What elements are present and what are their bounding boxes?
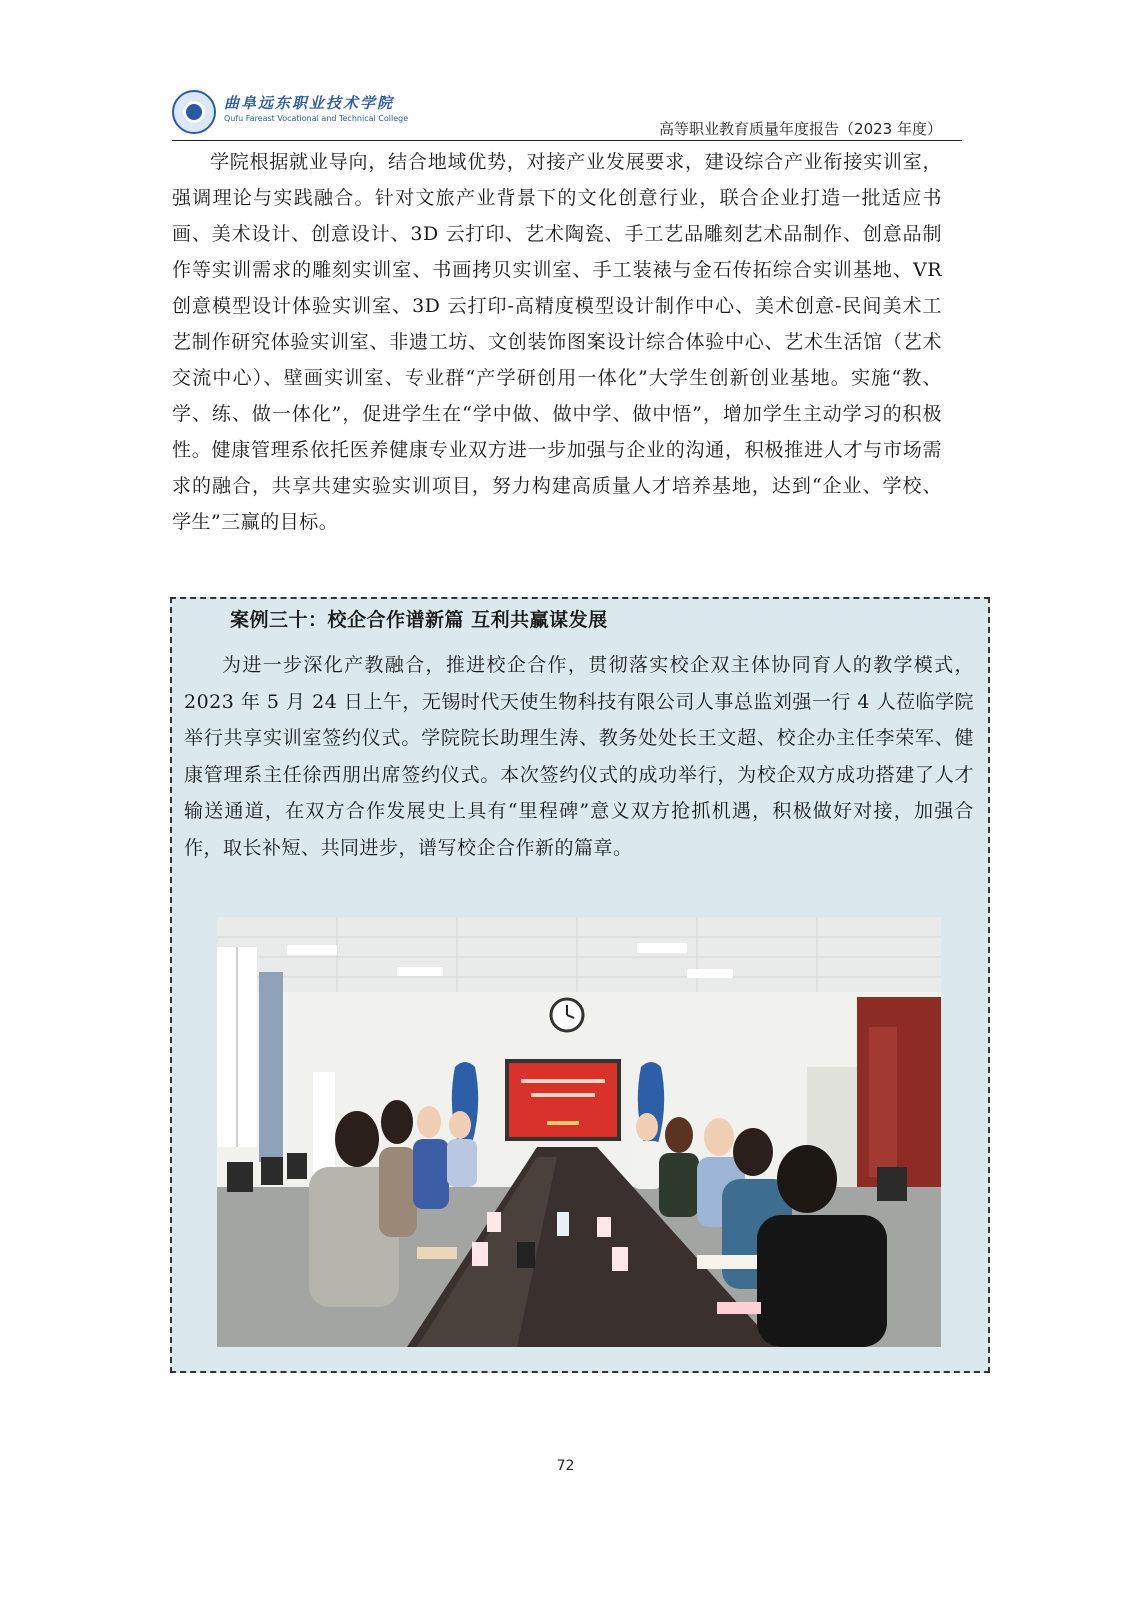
meeting-photo [217,917,941,1347]
intro-paragraph: 学院根据就业导向，结合地域优势，对接产业发展要求，建设综合产业衔接实训室，强调理论与实践融合。针对文旅产业背景下的文化创意行业，联合企业打造一批适应书画、美术设计、创意设计、3D 云打印、艺术陶瓷、手工艺品雕刻艺术品制作、创意品制作等实训需求的雕刻实训室、书画拷贝实训室、手工装裱与金石传拓综合实训基地、VR 创意模型设计体验实训室、3D 云打印-高精度模型设计制作中心、美术创意-民间美术工艺制作研究体验实训室、非遗工坊、文创装饰图案设计综合体验中心、艺术生活馆（艺术交流中心）、壁画实训室、专业群“产学研创用一体化”大学生创新创业基地。实施“教、学、练、做一体化”，促进学生在“学中做、做中学、做中悟”，增加学生主动学习的积极性。健康管理系依托医养健康专业双方进一步加强与企业的沟通，积极推进人才与市场需求的融合，共享共建实验实训项目，努力构建高质量人才培养基地，达到“企业、学校、学生”三赢的目标。 [172,151,942,533]
school-name-en: Qufu Fareast Vocational and Technical College [224,114,409,123]
case-study-box [170,597,990,1373]
school-name-cn: 曲阜远东职业技术学院 [224,94,395,112]
school-seal-icon [172,90,216,134]
page-header [172,88,962,141]
report-title: 高等职业教育质量年度报告（2023 年度） [659,120,942,138]
school-logo [172,88,432,136]
case-title: 案例三十：校企合作谱新篇 互利共赢谋发展 [230,609,608,631]
case-paragraph: 为进一步深化产教融合，推进校企合作，贯彻落实校企双主体协同育人的教学模式，2023 年 5 月 24 日上午，无锡时代天使生物科技有限公司人事总监刘强一行 4 人莅临学院举行共享实训室签约仪式。学院院长助理生涛、教务处处长王文超、校企办主任李荣军、健康管理系主任徐西朋出席签约仪式。本次签约仪式的成功举行，为校企双方成功搭建了人才输送通道，在双方合作发展史上具有“里程碑”意义双方抢抓机遇，积极做好对接，加强合作，取长补短、共同进步，谱写校企合作新的篇章。 [184,654,974,859]
page-number: 72 [556,1458,575,1474]
